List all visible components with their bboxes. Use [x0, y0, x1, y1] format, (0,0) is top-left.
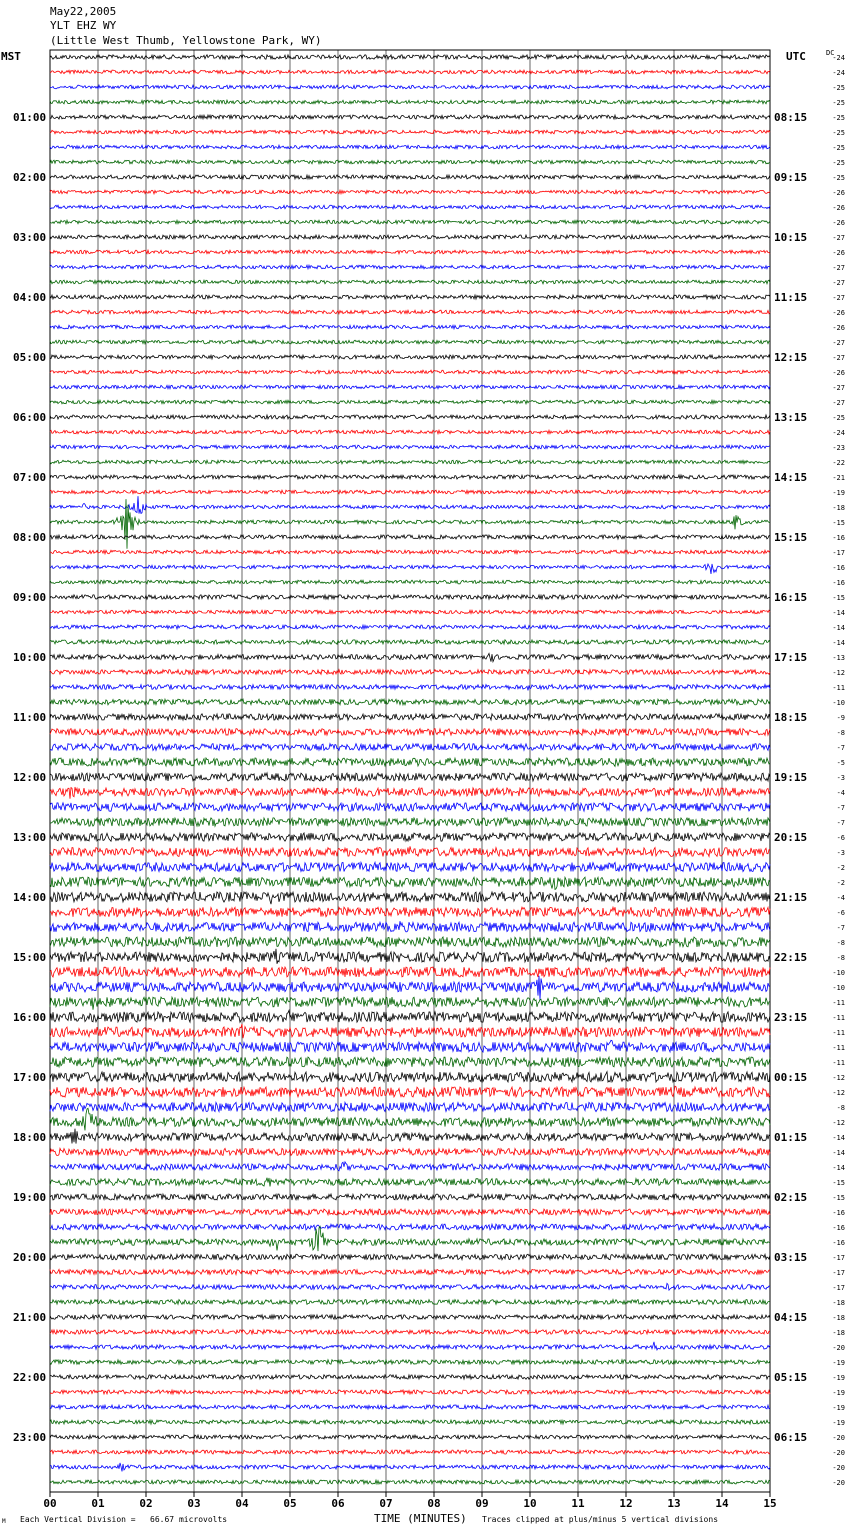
seismogram-trace-29 — [50, 490, 770, 494]
seismogram-trace-48 — [50, 773, 770, 781]
x-axis-tick-label: 07 — [379, 1497, 393, 1510]
mst-hour-label: 05:00 — [13, 351, 47, 364]
dc-offset-value: -17 — [832, 1254, 845, 1262]
x-axis-tick-label: 08 — [427, 1497, 441, 1510]
dc-offset-value: -18 — [832, 1299, 845, 1307]
dc-offset-value: -16 — [832, 1224, 845, 1232]
dc-offset-value: -25 — [832, 144, 845, 152]
dc-offset-value: -14 — [832, 639, 845, 647]
dc-offset-value: -14 — [832, 609, 845, 617]
seismogram-trace-74 — [50, 1162, 770, 1171]
seismogram-trace-66 — [50, 1040, 770, 1052]
mst-hour-label: 23:00 — [13, 1431, 47, 1444]
dc-offset-value: -14 — [832, 1149, 845, 1157]
clipping-note: Traces clipped at plus/minus 5 vertical divisions — [482, 1515, 719, 1524]
dc-offset-value: -19 — [832, 489, 845, 497]
seismogram-trace-94 — [50, 1463, 770, 1472]
utc-hour-label: 01:15 — [774, 1131, 808, 1144]
seismogram-trace-55 — [50, 877, 770, 889]
mst-hour-label: 16:00 — [13, 1011, 47, 1024]
dc-offset-value: -16 — [832, 534, 845, 542]
dc-offset-value: -19 — [832, 1419, 845, 1427]
seismogram-trace-17 — [50, 310, 770, 314]
dc-offset-value: -11 — [832, 1029, 845, 1037]
dc-offset-value: -14 — [832, 1134, 845, 1142]
dc-offset-value: -12 — [832, 1119, 845, 1127]
seismogram-trace-70 — [50, 1102, 770, 1111]
seismogram-trace-12 — [50, 235, 770, 239]
dc-offset-value: -19 — [832, 1359, 845, 1367]
dc-offset-value: -25 — [832, 174, 845, 182]
seismogram-trace-60 — [50, 949, 770, 964]
mst-hour-label: 14:00 — [13, 891, 47, 904]
dc-offset-value: -20 — [832, 1464, 845, 1472]
seismogram-trace-59 — [50, 937, 770, 947]
seismogram-trace-42 — [50, 685, 770, 691]
dc-offset-value: -25 — [832, 159, 845, 167]
seismogram-trace-54 — [50, 862, 770, 871]
utc-hour-label: 02:15 — [774, 1191, 808, 1204]
seismogram-trace-71 — [50, 1108, 770, 1130]
mst-hour-label: 13:00 — [13, 831, 47, 844]
seismogram-trace-14 — [50, 265, 770, 269]
dc-offset-value: -13 — [832, 654, 845, 662]
dc-offset-value: -20 — [832, 1479, 845, 1487]
seismogram-trace-15 — [50, 280, 770, 284]
dc-offset-value: -27 — [832, 294, 845, 302]
seismogram-trace-4 — [50, 115, 770, 119]
header-date: May22,2005 — [50, 5, 117, 18]
seismogram-trace-68 — [50, 1072, 770, 1082]
x-axis-tick-label: 05 — [283, 1497, 297, 1510]
x-axis-tick-label: 09 — [475, 1497, 489, 1510]
dc-offset-value: -20 — [832, 1449, 845, 1457]
dc-offset-value: -26 — [832, 369, 845, 377]
seismogram-trace-10 — [50, 205, 770, 209]
seismogram-trace-53 — [50, 846, 770, 856]
seismogram-trace-35 — [50, 580, 770, 584]
seismogram-trace-90 — [50, 1405, 770, 1409]
utc-hour-label: 09:15 — [774, 171, 808, 184]
seismogram-trace-88 — [50, 1375, 770, 1379]
seismogram-trace-1 — [50, 70, 770, 74]
dc-offset-value: -12 — [832, 1074, 845, 1082]
dc-offset-value: -11 — [832, 1044, 845, 1052]
seismogram-trace-39 — [50, 640, 770, 644]
dc-offset-value: -16 — [832, 1209, 845, 1217]
seismogram-trace-86 — [50, 1342, 770, 1350]
utc-hour-label: 20:15 — [774, 831, 808, 844]
dc-offset-value: -11 — [832, 999, 845, 1007]
seismogram-trace-82 — [50, 1283, 770, 1290]
right-timezone-label: UTC — [786, 50, 806, 63]
seismogram-trace-80 — [50, 1254, 770, 1260]
utc-hour-label: 05:15 — [774, 1371, 808, 1384]
seismogram-trace-23 — [50, 400, 770, 404]
mst-hour-label: 19:00 — [13, 1191, 47, 1204]
seismogram-trace-36 — [50, 595, 770, 599]
dc-offset-value: -15 — [832, 519, 845, 527]
dc-offset-value: -4 — [836, 789, 845, 797]
x-axis-tick-label: 10 — [523, 1497, 537, 1510]
utc-hour-label: 15:15 — [774, 531, 808, 544]
dc-offset-value: -27 — [832, 264, 845, 272]
seismogram-trace-44 — [50, 714, 770, 720]
dc-offset-value: -27 — [832, 399, 845, 407]
seismogram-trace-19 — [50, 340, 770, 344]
mst-hour-label: 02:00 — [13, 171, 47, 184]
seismogram-trace-34 — [50, 564, 770, 574]
seismogram-trace-62 — [50, 976, 770, 1000]
dc-offset-value: -16 — [832, 579, 845, 587]
dc-offset-value: -5 — [836, 759, 845, 767]
utc-hour-label: 00:15 — [774, 1071, 808, 1084]
dc-offset-value: -25 — [832, 84, 845, 92]
dc-offset-value: -14 — [832, 1164, 845, 1172]
dc-offset-value: -25 — [832, 99, 845, 107]
seismogram-trace-73 — [50, 1148, 770, 1155]
dc-offset-value: -6 — [836, 834, 845, 842]
dc-offset-value: -2 — [836, 879, 845, 887]
seismogram-trace-41 — [50, 670, 770, 675]
seismogram-trace-8 — [50, 175, 770, 179]
seismogram-trace-81 — [50, 1269, 770, 1274]
seismogram-trace-75 — [50, 1178, 770, 1187]
dc-offset-value: -25 — [832, 114, 845, 122]
seismogram-trace-83 — [50, 1300, 770, 1305]
mst-hour-label: 08:00 — [13, 531, 47, 544]
dc-offset-value: -8 — [836, 954, 845, 962]
dc-offset-value: -10 — [832, 699, 845, 707]
mst-hour-label: 01:00 — [13, 111, 47, 124]
dc-offset-value: -23 — [832, 444, 845, 452]
dc-offset-value: -24 — [832, 54, 845, 62]
seismogram-trace-40 — [50, 653, 770, 661]
x-axis-tick-label: 13 — [667, 1497, 681, 1510]
mst-hour-label: 17:00 — [13, 1071, 47, 1084]
header-location: (Little West Thumb, Yellowstone Park, WY) — [50, 34, 322, 47]
seismogram-trace-85 — [50, 1330, 770, 1334]
mst-hour-label: 15:00 — [13, 951, 47, 964]
mst-hour-label: 03:00 — [13, 231, 47, 244]
seismogram-trace-77 — [50, 1209, 770, 1215]
seismogram-trace-27 — [50, 460, 770, 464]
dc-offset-value: -15 — [832, 1194, 845, 1202]
seismogram-trace-6 — [50, 145, 770, 149]
dc-offset-value: -3 — [836, 849, 845, 857]
seismogram-trace-28 — [50, 475, 770, 479]
seismogram-trace-61 — [50, 967, 770, 977]
seismogram-trace-58 — [50, 921, 770, 932]
utc-hour-label: 11:15 — [774, 291, 808, 304]
dc-offset-value: -19 — [832, 1374, 845, 1382]
dc-offset-value: -26 — [832, 204, 845, 212]
mst-hour-label: 22:00 — [13, 1371, 47, 1384]
seismogram-trace-16 — [50, 295, 770, 299]
seismogram-trace-33 — [50, 550, 770, 554]
seismogram-trace-93 — [50, 1450, 770, 1454]
seismogram-trace-11 — [50, 220, 770, 224]
seismogram-trace-9 — [50, 190, 770, 194]
mst-hour-label: 12:00 — [13, 771, 47, 784]
dc-offset-value: -8 — [836, 729, 845, 737]
dc-offset-value: -20 — [832, 1434, 845, 1442]
seismogram-trace-47 — [50, 758, 770, 766]
dc-offset-value: -4 — [836, 894, 845, 902]
utc-hour-label: 12:15 — [774, 351, 808, 364]
vertical-division-note: Each Vertical Division = 66.67 microvolts — [20, 1515, 228, 1524]
seismogram-trace-38 — [50, 625, 770, 629]
dc-offset-value: -7 — [836, 819, 845, 827]
seismogram-trace-21 — [50, 370, 770, 374]
seismogram-trace-50 — [50, 803, 770, 811]
x-axis-tick-label: 14 — [715, 1497, 729, 1510]
utc-hour-label: 08:15 — [774, 111, 808, 124]
utc-hour-label: 23:15 — [774, 1011, 808, 1024]
seismogram-trace-87 — [50, 1360, 770, 1364]
utc-hour-label: 16:15 — [774, 591, 808, 604]
dc-offset-value: -17 — [832, 549, 845, 557]
dc-offset-value: -11 — [832, 1014, 845, 1022]
utc-hour-label: 19:15 — [774, 771, 808, 784]
seismogram-trace-43 — [50, 699, 770, 705]
seismogram-trace-95 — [50, 1480, 770, 1484]
seismogram-trace-13 — [50, 250, 770, 254]
dc-offset-value: -21 — [832, 474, 845, 482]
dc-offset-value: -18 — [832, 504, 845, 512]
x-axis-tick-label: 06 — [331, 1497, 345, 1510]
seismogram-trace-92 — [50, 1435, 770, 1439]
seismogram-trace-46 — [50, 744, 770, 751]
x-axis-tick-label: 01 — [91, 1497, 105, 1510]
dc-offset-value: -27 — [832, 354, 845, 362]
mst-hour-label: 06:00 — [13, 411, 47, 424]
seismogram-trace-64 — [50, 1010, 770, 1022]
seismogram-trace-20 — [50, 355, 770, 359]
dc-offset-value: -11 — [832, 1059, 845, 1067]
x-axis-tick-label: 12 — [619, 1497, 633, 1510]
seismogram-trace-22 — [50, 385, 770, 389]
mst-hour-label: 20:00 — [13, 1251, 47, 1264]
dc-offset-value: -6 — [836, 909, 845, 917]
dc-offset-value: -24 — [832, 69, 845, 77]
seismogram-trace-24 — [50, 415, 770, 419]
seismogram-trace-18 — [50, 325, 770, 329]
seismogram-trace-30 — [50, 496, 770, 513]
utc-hour-label: 21:15 — [774, 891, 808, 904]
dc-offset-value: -24 — [832, 429, 845, 437]
corner-mark: M — [2, 1518, 6, 1525]
seismogram-trace-45 — [50, 729, 770, 736]
dc-offset-value: -26 — [832, 324, 845, 332]
mst-hour-label: 18:00 — [13, 1131, 47, 1144]
dc-offset-value: -8 — [836, 1104, 845, 1112]
mst-hour-label: 21:00 — [13, 1311, 47, 1324]
seismogram-trace-78 — [50, 1224, 770, 1230]
seismogram-trace-63 — [50, 997, 770, 1010]
seismogram-trace-65 — [50, 1024, 770, 1038]
dc-offset-value: -14 — [832, 624, 845, 632]
mst-hour-label: 11:00 — [13, 711, 47, 724]
seismogram-trace-3 — [50, 100, 770, 104]
dc-offset-value: -11 — [832, 684, 845, 692]
utc-hour-label: 06:15 — [774, 1431, 808, 1444]
seismogram-trace-49 — [50, 787, 770, 799]
dc-offset-value: -10 — [832, 984, 845, 992]
dc-offset-value: -12 — [832, 669, 845, 677]
seismogram-trace-7 — [50, 160, 770, 164]
dc-offset-value: -26 — [832, 249, 845, 257]
utc-hour-label: 04:15 — [774, 1311, 808, 1324]
dc-offset-value: -26 — [832, 219, 845, 227]
mst-hour-label: 04:00 — [13, 291, 47, 304]
dc-offset-value: -18 — [832, 1329, 845, 1337]
mst-hour-label: 07:00 — [13, 471, 47, 484]
x-axis-tick-label: 03 — [187, 1497, 201, 1510]
dc-offset-value: -15 — [832, 594, 845, 602]
seismogram-trace-2 — [50, 85, 770, 89]
dc-offset-value: -18 — [832, 1314, 845, 1322]
seismogram-trace-89 — [50, 1390, 770, 1394]
seismogram-trace-26 — [50, 445, 770, 449]
seismogram-trace-32 — [50, 535, 770, 539]
x-axis-tick-label: 11 — [571, 1497, 585, 1510]
dc-offset-value: -7 — [836, 744, 845, 752]
dc-offset-value: -26 — [832, 189, 845, 197]
seismogram-trace-52 — [50, 833, 770, 841]
dc-offset-value: -27 — [832, 279, 845, 287]
dc-offset-value: -7 — [836, 924, 845, 932]
dc-offset-value: -8 — [836, 939, 845, 947]
dc-offset-value: -17 — [832, 1269, 845, 1277]
dc-offset-value: -25 — [832, 414, 845, 422]
utc-hour-label: 22:15 — [774, 951, 808, 964]
dc-offset-value: -22 — [832, 459, 845, 467]
dc-offset-value: -9 — [836, 714, 845, 722]
dc-offset-value: -19 — [832, 1404, 845, 1412]
dc-offset-value: -20 — [832, 1344, 845, 1352]
dc-offset-value: -10 — [832, 969, 845, 977]
utc-hour-label: 18:15 — [774, 711, 808, 724]
utc-hour-label: 10:15 — [774, 231, 808, 244]
utc-hour-label: 14:15 — [774, 471, 808, 484]
seismogram-trace-69 — [50, 1086, 770, 1097]
x-axis-label: TIME (MINUTES) — [374, 1512, 467, 1525]
seismogram-trace-72 — [50, 1129, 770, 1144]
dc-offset-value: -15 — [832, 1179, 845, 1187]
seismogram-trace-76 — [50, 1194, 770, 1200]
seismogram-trace-57 — [50, 907, 770, 917]
dc-offset-value: -27 — [832, 384, 845, 392]
dc-offset-value: -12 — [832, 1089, 845, 1097]
dc-offset-value: -27 — [832, 339, 845, 347]
utc-hour-label: 03:15 — [774, 1251, 808, 1264]
x-axis-tick-label: 15 — [763, 1497, 777, 1510]
mst-hour-label: 09:00 — [13, 591, 47, 604]
seismogram-trace-67 — [50, 1057, 770, 1067]
mst-hour-label: 10:00 — [13, 651, 47, 664]
x-axis-tick-label: 02 — [139, 1497, 153, 1510]
dc-offset-header: DC — [826, 49, 835, 57]
dc-offset-value: -3 — [836, 774, 845, 782]
seismogram-trace-25 — [50, 430, 770, 434]
header-station: YLT EHZ WY — [50, 19, 117, 32]
dc-offset-value: -17 — [832, 1284, 845, 1292]
dc-offset-value: -16 — [832, 564, 845, 572]
left-timezone-label: MST — [1, 50, 21, 63]
dc-offset-value: -27 — [832, 234, 845, 242]
x-axis-tick-label: 00 — [43, 1497, 57, 1510]
seismogram-trace-91 — [50, 1420, 770, 1424]
dc-offset-value: -26 — [832, 309, 845, 317]
dc-offset-value: -7 — [836, 804, 845, 812]
dc-offset-value: -16 — [832, 1239, 845, 1247]
seismogram-trace-5 — [50, 130, 770, 134]
seismogram-trace-51 — [50, 818, 770, 826]
seismogram-trace-0 — [50, 55, 770, 59]
dc-offset-value: -2 — [836, 864, 845, 872]
dc-offset-value: -19 — [832, 1389, 845, 1397]
seismogram-trace-79 — [50, 1226, 770, 1251]
utc-hour-label: 13:15 — [774, 411, 808, 424]
seismogram-trace-37 — [50, 610, 770, 614]
dc-offset-value: -25 — [832, 129, 845, 137]
utc-hour-label: 17:15 — [774, 651, 808, 664]
seismogram-trace-84 — [50, 1315, 770, 1319]
seismogram-trace-56 — [50, 892, 770, 904]
x-axis-tick-label: 04 — [235, 1497, 249, 1510]
